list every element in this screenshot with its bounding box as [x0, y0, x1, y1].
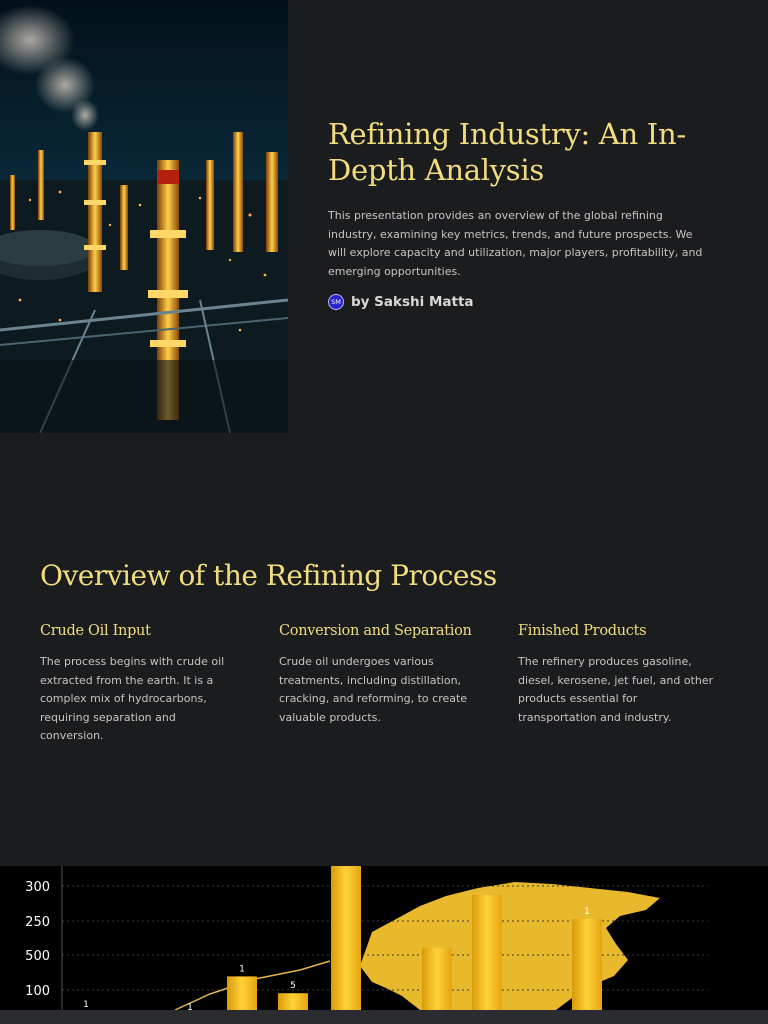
title-slide: [0, 0, 768, 433]
refinery-image: [0, 0, 288, 433]
column-conversion-separation: [279, 623, 479, 727]
y-axis-ticks: [25, 880, 50, 999]
bar: [331, 866, 361, 1010]
author-avatar: SM: [328, 294, 344, 310]
slide-title: Refining Industry: An In-Depth Analysis: [328, 117, 686, 187]
footer-strip: [0, 1010, 768, 1024]
bar: [472, 895, 502, 1010]
author-name: by Sakshi Matta: [351, 294, 474, 310]
point-label: 1: [187, 1003, 193, 1010]
column-title: Finished Products: [518, 623, 647, 639]
y-tick-label: 250: [25, 915, 50, 930]
point-labels: [83, 1000, 193, 1010]
overview-slide: [0, 433, 768, 866]
author-byline: [328, 294, 474, 310]
chart-slide: [0, 866, 768, 1010]
column-finished-products: [518, 623, 718, 727]
bar: [278, 993, 308, 1010]
y-tick-label: 500: [25, 949, 50, 964]
bar: [572, 919, 602, 1010]
world-map: [360, 882, 660, 1010]
bar-chart: [0, 866, 768, 1010]
bar-label: 1: [584, 906, 590, 917]
intro-text: This presentation provides an overview of the global refining industry, examining key metrics, trends, and future prospects. We will explore capacity and utilization, major players, profitability, and emerging opportunities.: [328, 209, 703, 278]
column-crude-oil-input: [40, 623, 240, 746]
overview-title: Overview of the Refining Process: [40, 559, 497, 592]
column-text: The refinery produces gasoline, diesel, kerosene, jet fuel, and other products essential for transportation and industry.: [518, 655, 714, 724]
bar: [422, 948, 452, 1010]
bar-label: 1: [239, 964, 245, 975]
column-text: The process begins with crude oil extracted from the earth. It is a complex mix of hydrocarbons, requiring separation and conversion.: [40, 655, 225, 742]
y-tick-label: 100: [25, 984, 50, 999]
y-tick-label: 300: [25, 880, 50, 895]
bar-label: 5: [290, 981, 296, 992]
column-title: Conversion and Separation: [279, 623, 472, 639]
point-label: 1: [83, 1000, 89, 1010]
bar: [227, 976, 257, 1010]
column-title: Crude Oil Input: [40, 623, 151, 639]
column-text: Crude oil undergoes various treatments, including distillation, cracking, and reforming, to create valuable products.: [279, 655, 468, 724]
